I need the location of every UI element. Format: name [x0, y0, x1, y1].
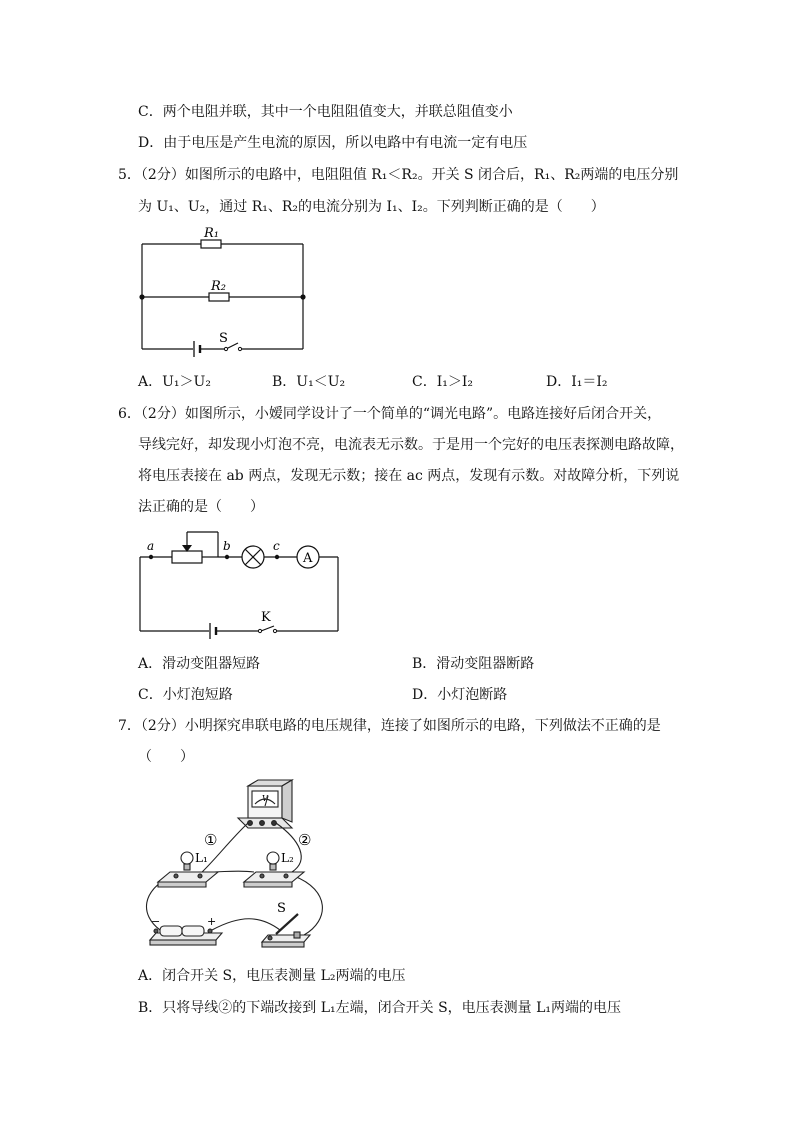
q6-stem-line3: 将电压表接在 ab 两点，发现无示数；接在 ac 两点，发现有示数。对故障分析，下列说 — [138, 468, 680, 484]
q7-lamp-l1 — [158, 852, 218, 887]
q6-stem-line2: 导线完好，却发现小灯泡不亮，电流表无示数。于是用一个完好的电压表探测电路故障， — [138, 437, 684, 453]
q7-label-wire2: ② — [298, 831, 312, 849]
q6-label-c: c — [273, 539, 280, 553]
q6-ammeter-label: A — [303, 551, 313, 566]
q6-option-a: A．滑动变阻器短路 — [138, 656, 261, 672]
q7-voltmeter — [238, 780, 292, 828]
q6-stem-line4: 法正确的是（ ） — [138, 499, 264, 515]
q5-stem-line1: 5．（2分）如图所示的电路中，电阻阻值 R₁＜R₂。开关 S 闭合后，R₁、R₂两端的电压分别 — [118, 167, 679, 183]
q4-option-d: D．由于电压是产生电流的原因，所以电路中有电流一定有电压 — [138, 135, 528, 151]
q5-label-switch: S — [219, 331, 228, 346]
q6-option-d: D．小灯泡断路 — [412, 687, 508, 703]
q5-option-d: D．I₁＝I₂ — [546, 374, 608, 390]
q6-option-c: C．小灯泡短路 — [138, 687, 233, 703]
q7-option-b: B．只将导线②的下端改接到 L₁左端，闭合开关 S，电压表测量 L₁两端的电压 — [138, 1000, 622, 1016]
q7-stem-line1: 7．（2分）小明探究串联电路的电压规律，连接了如图所示的电路，下列做法不正确的是 — [118, 718, 661, 734]
q7-label-switch: S — [277, 901, 286, 916]
q5-option-b: B．U₁＜U₂ — [272, 374, 346, 390]
q7-label-l2: L₂ — [281, 851, 294, 865]
q5-label-r2: R₂ — [211, 279, 226, 294]
q6-label-b: b — [223, 539, 231, 553]
q7-switch — [262, 914, 310, 947]
q5-option-c: C．I₁＞I₂ — [412, 374, 473, 390]
q6-label-switch: K — [261, 610, 271, 625]
q7-option-a: A．闭合开关 S，电压表测量 L₂两端的电压 — [138, 968, 406, 984]
q5-stem-line2: 为 U₁、U₂，通过 R₁、R₂的电流分别为 I₁、I₂。下列判断正确的是（ ） — [138, 199, 605, 215]
q5-option-a: A．U₁＞U₂ — [138, 374, 211, 390]
q4-option-c: C．两个电阻并联，其中一个电阻阻值变大，并联总阻值变小 — [138, 104, 513, 120]
q7-label-l1: L₁ — [195, 851, 208, 865]
q7-label-wire1: ① — [204, 831, 218, 849]
q7-voltmeter-label: V — [262, 794, 268, 803]
q5-label-r1: R₁ — [204, 226, 219, 241]
q7-battery-box — [150, 926, 222, 945]
q7-label-minus: − — [151, 915, 161, 928]
q7-stem-line2: （ ） — [138, 749, 194, 765]
q6-option-b: B．滑动变阻器断路 — [412, 656, 535, 672]
q6-stem-line1: 6．（2分）如图所示，小嫒同学设计了一个简单的“调光电路”。电路连接好后闭合开关， — [118, 406, 662, 422]
q6-label-a: a — [147, 539, 155, 553]
q7-label-plus: + — [207, 915, 217, 928]
